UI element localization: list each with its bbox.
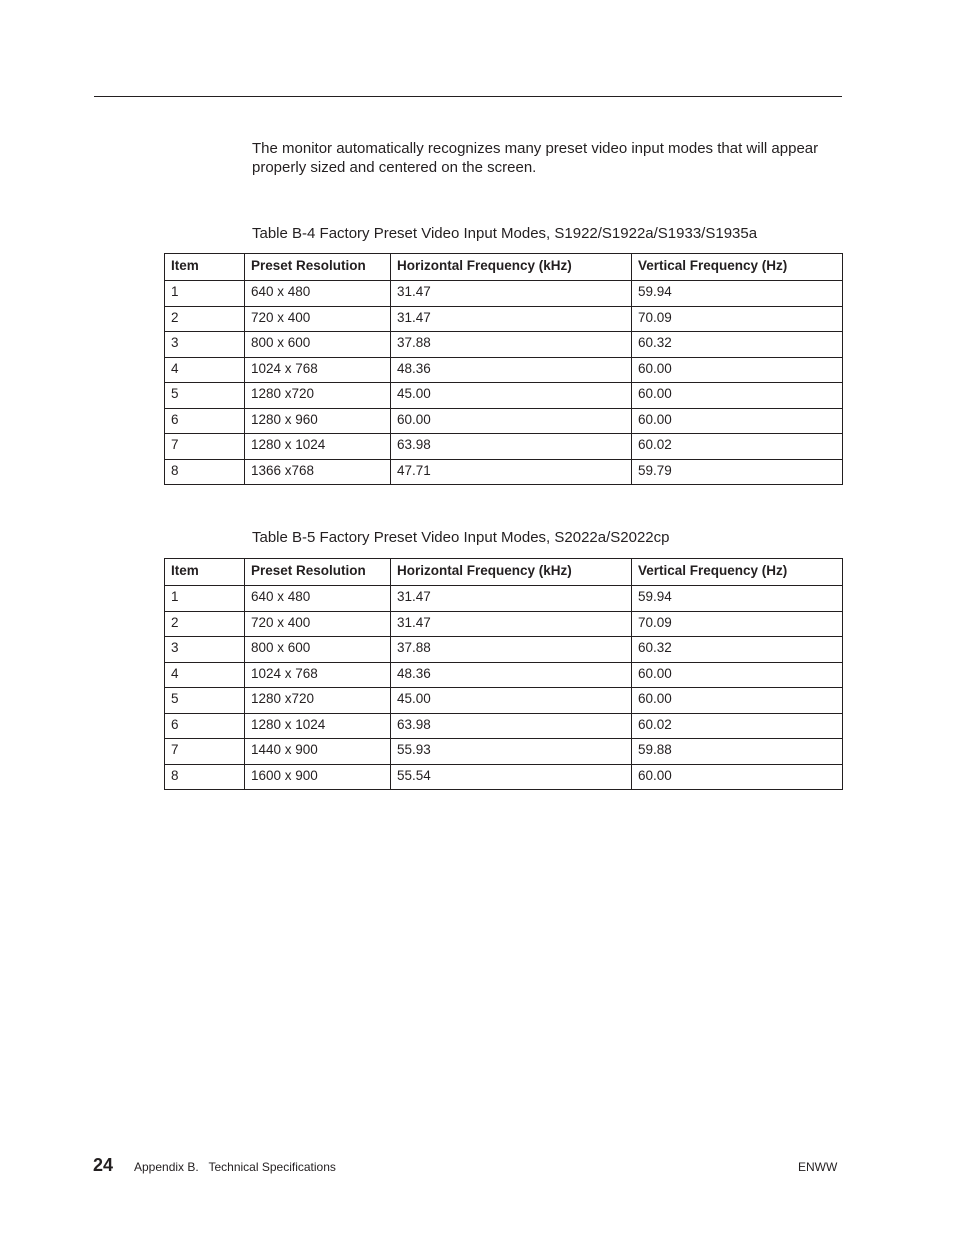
table-cell: 7 (165, 739, 245, 765)
table-cell: 1366 x768 (245, 459, 391, 485)
table-cell: 60.32 (632, 332, 843, 358)
table-cell: 640 x 480 (245, 281, 391, 307)
table-cell: 37.88 (391, 637, 632, 663)
intro-paragraph: The monitor automatically recognizes many preset video input modes that will appear properly sized and centered on the screen. (252, 140, 819, 176)
table-b4-caption: Table B-4 Factory Preset Video Input Modes, S1922/S1922a/S1933/S1935a (252, 225, 758, 242)
table-row (165, 306, 843, 332)
table-cell: 4 (165, 357, 245, 383)
table-cell: 1 (165, 586, 245, 612)
table-row (165, 611, 843, 637)
table-cell: 1024 x 768 (245, 662, 391, 688)
table-cell: 6 (165, 408, 245, 434)
table-row (165, 332, 843, 358)
table-cell: 31.47 (391, 611, 632, 637)
table-cell: 720 x 400 (245, 306, 391, 332)
table-cell: 59.79 (632, 459, 843, 485)
table-cell: 45.00 (391, 688, 632, 714)
table-cell: 8 (165, 459, 245, 485)
table-cell: 1280 x 1024 (245, 434, 391, 460)
table-cell: 60.00 (632, 383, 843, 409)
table-cell: 31.47 (391, 306, 632, 332)
table-cell: 800 x 600 (245, 332, 391, 358)
page-number: 24 (93, 1155, 114, 1175)
table-cell: 1440 x 900 (245, 739, 391, 765)
table-cell: 60.00 (632, 357, 843, 383)
table-cell: 640 x 480 (245, 586, 391, 612)
table-cell: 60.00 (632, 408, 843, 434)
column-header: Vertical Frequency (Hz) (632, 559, 843, 586)
column-header: Item (165, 559, 245, 586)
header-rule (94, 96, 842, 97)
table-cell: 60.02 (632, 713, 843, 739)
table-cell: 59.88 (632, 739, 843, 765)
column-header: Item (165, 254, 245, 281)
table-cell: 59.94 (632, 281, 843, 307)
table-header-row (165, 559, 843, 586)
table-cell: 60.02 (632, 434, 843, 460)
table-cell: 60.00 (632, 662, 843, 688)
table-cell: 6 (165, 713, 245, 739)
table-cell: 63.98 (391, 434, 632, 460)
table-row (165, 637, 843, 663)
table-row (165, 688, 843, 714)
table-b5-caption: Table B-5 Factory Preset Video Input Modes, S2022a/S2022cp (252, 529, 670, 546)
table-cell: 2 (165, 306, 245, 332)
table-cell: 60.00 (632, 688, 843, 714)
table-cell: 4 (165, 662, 245, 688)
table-cell: 1280 x720 (245, 688, 391, 714)
table-cell: 37.88 (391, 332, 632, 358)
table-cell: 7 (165, 434, 245, 460)
table-row (165, 662, 843, 688)
table-row (165, 459, 843, 485)
table-cell: 47.71 (391, 459, 632, 485)
table-cell: 48.36 (391, 662, 632, 688)
table-row (165, 408, 843, 434)
table-row (165, 713, 843, 739)
table-row (165, 739, 843, 765)
column-header: Preset Resolution (245, 559, 391, 586)
table-cell: 60.32 (632, 637, 843, 663)
table-cell: 5 (165, 688, 245, 714)
column-header: Preset Resolution (245, 254, 391, 281)
table-cell: 60.00 (391, 408, 632, 434)
table-cell: 1280 x 960 (245, 408, 391, 434)
table-cell: 63.98 (391, 713, 632, 739)
table-cell: 8 (165, 764, 245, 790)
table-cell: 48.36 (391, 357, 632, 383)
table-cell: 31.47 (391, 586, 632, 612)
table-cell: 60.00 (632, 764, 843, 790)
table-header-row (165, 254, 843, 281)
table-b5 (164, 558, 843, 790)
table-cell: 1 (165, 281, 245, 307)
table-cell: 55.54 (391, 764, 632, 790)
table-cell: 5 (165, 383, 245, 409)
table-row (165, 281, 843, 307)
table-cell: 1280 x720 (245, 383, 391, 409)
column-header: Horizontal Frequency (kHz) (391, 254, 632, 281)
table-row (165, 434, 843, 460)
table-cell: 1024 x 768 (245, 357, 391, 383)
table-cell: 1600 x 900 (245, 764, 391, 790)
table-row (165, 764, 843, 790)
table-row (165, 383, 843, 409)
table-cell: 2 (165, 611, 245, 637)
table-b4 (164, 253, 843, 485)
table-cell: 59.94 (632, 586, 843, 612)
table-row (165, 586, 843, 612)
table-cell: 70.09 (632, 306, 843, 332)
table-row (165, 357, 843, 383)
table-cell: 3 (165, 637, 245, 663)
column-header: Vertical Frequency (Hz) (632, 254, 843, 281)
table-cell: 45.00 (391, 383, 632, 409)
table-cell: 1280 x 1024 (245, 713, 391, 739)
column-header: Horizontal Frequency (kHz) (391, 559, 632, 586)
table-cell: 31.47 (391, 281, 632, 307)
table-cell: 3 (165, 332, 245, 358)
table-cell: 720 x 400 (245, 611, 391, 637)
table-cell: 800 x 600 (245, 637, 391, 663)
table-cell: 70.09 (632, 611, 843, 637)
footer-doc-code: ENWW (798, 1160, 838, 1174)
footer-section-title: Appendix B. Technical Specifications (134, 1160, 336, 1174)
table-cell: 55.93 (391, 739, 632, 765)
